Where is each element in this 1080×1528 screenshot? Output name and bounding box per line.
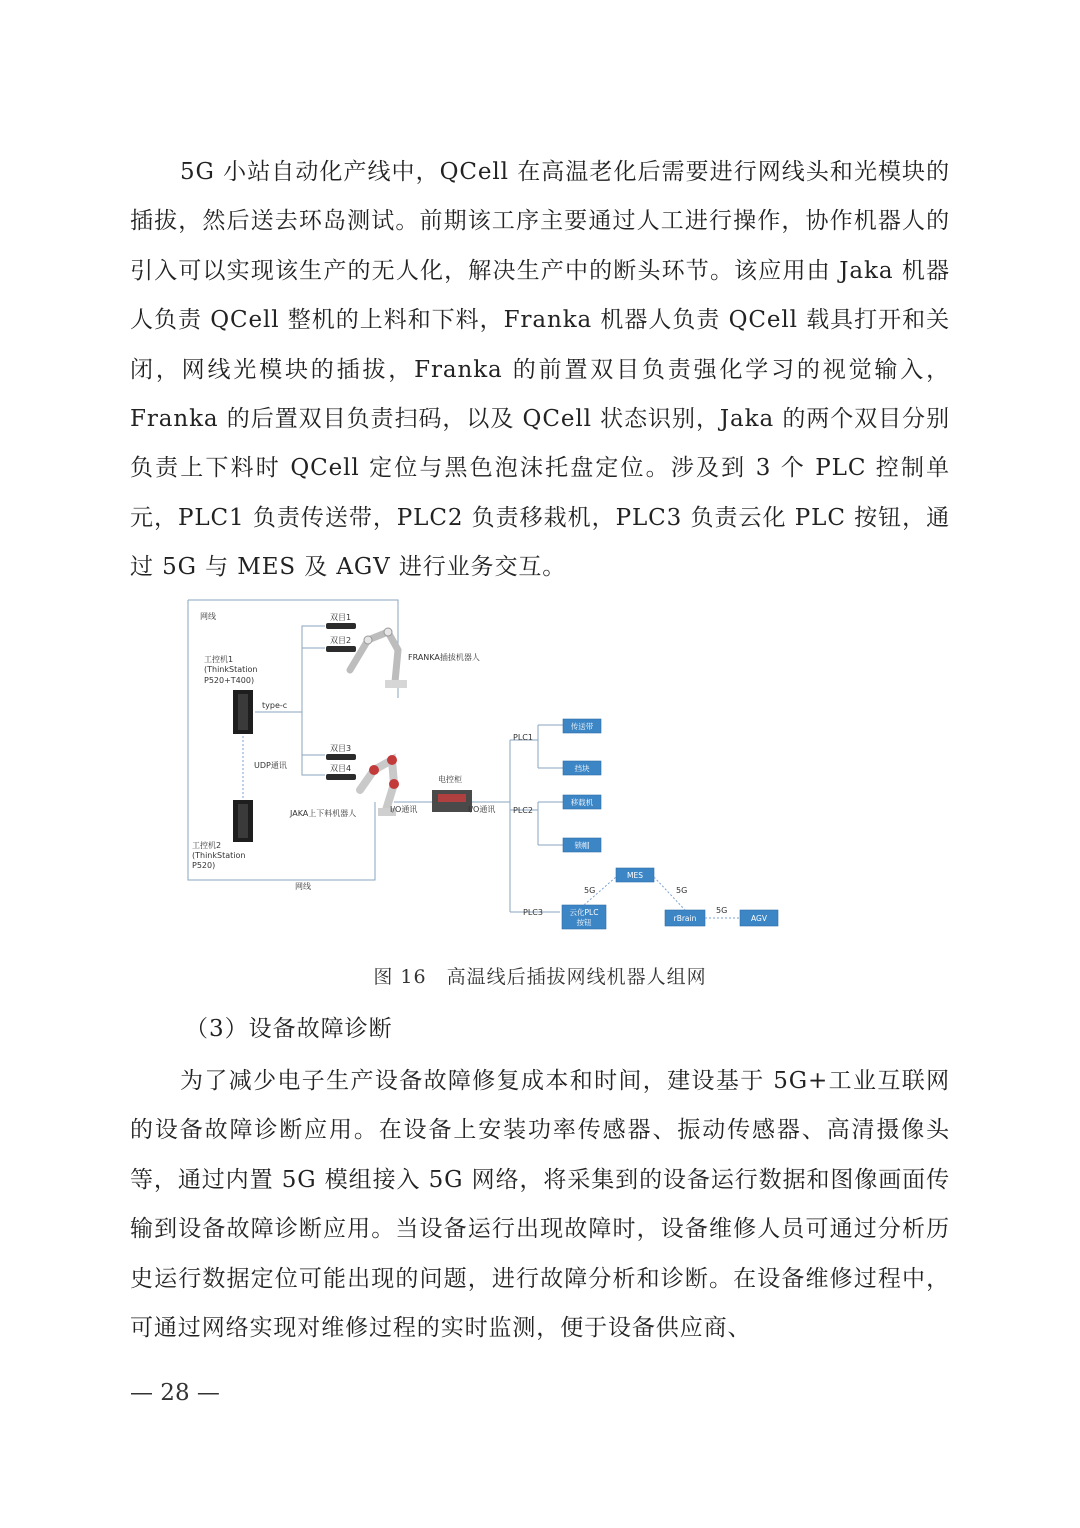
cloud-plc-label-a: 云化PLC — [569, 908, 599, 917]
network-diagram — [180, 590, 780, 945]
typec-line-bottom — [302, 712, 325, 755]
pc2-tower-icon — [233, 800, 253, 842]
camera-4-label: 双目4 — [330, 764, 352, 773]
pc1-tower-icon — [233, 690, 253, 734]
camera-3-label: 双目3 — [330, 744, 352, 753]
plc1-label: PLC1 — [513, 733, 533, 742]
typec-line-top — [255, 626, 325, 712]
camera-1-icon — [326, 623, 356, 629]
plc2-label: PLC2 — [513, 806, 533, 815]
conveyor-label: 传送带 — [570, 722, 594, 731]
jaka-robot-label: JAKA上下料机器人 — [290, 809, 357, 818]
pc2-name: 工控机2 — [192, 841, 222, 850]
camera-1-label: 双目1 — [330, 613, 352, 622]
transfer-label: 移载机 — [570, 798, 594, 807]
page-number: — 28 — — [130, 1380, 220, 1406]
5g-label-a: 5G — [584, 886, 596, 895]
pc1-model-a: (ThinkStation — [204, 665, 258, 674]
figure-caption: 图 16 高温线后插拔网线机器人组网 — [373, 966, 707, 988]
cloud-plc-label-b: 按钮 — [576, 918, 592, 927]
5g-label-c: 5G — [716, 906, 728, 915]
control-cabinet-label: 电控柜 — [438, 775, 462, 784]
camera-2-label: 双目2 — [330, 636, 352, 645]
5g-label-b: 5G — [676, 886, 688, 895]
camera-4-icon — [326, 774, 356, 780]
stopper-label: 挡块 — [574, 764, 590, 773]
pc1-name: 工控机1 — [204, 655, 234, 664]
pc2-model-a: (ThinkStation — [192, 851, 246, 860]
network-label-bottom: 网线 — [295, 882, 311, 891]
network-label-top: 网线 — [200, 612, 216, 621]
body-paragraph-2: 为了减少电子生产设备故障修复成本和时间，建设基于 5G+工业互联网的设备故障诊断应用。在设备上安装功率传感器、振动传感器、高清摄像头等，通过内置 5G 模组接入 5G 网络，将采集到的设备运行数据和图像画面传输到设备故障诊断应用。当设备运行出现故障时，设备维修人员可通过分析历史运行数据定位可能出现的问题，进行故障分析和诊断。在设备维修过程中，可通过网络实现对维修过程的实时监测，便于设备供应商、 — [130, 1068, 950, 1342]
pc2-model-b: P520) — [192, 861, 216, 870]
section-heading: （3）设备故障诊断 — [185, 1016, 393, 1042]
mes-label: MES — [627, 871, 643, 880]
control-cabinet-icon — [432, 790, 472, 812]
pc1-model-b: P520+T400) — [204, 676, 255, 685]
udp-label: UDP通讯 — [254, 761, 287, 770]
body-paragraph-1: 5G 小站自动化产线中，QCell 在高温老化后需要进行网线头和光模块的插拔，然后送去环岛测试。前期该工序主要通过人工进行操作，协作机器人的引入可以实现该生产的无人化，解决生产中的断头环节。该应用由 Jaka 机器人负责 QCell 整机的上料和下料，Franka 机器人负责 QCell 载具打开和关闭，网线光模块的插拔，Franka 的前置双目负责强化学习的视觉输入，Franka 的后置双目负责扫码，以及 QCell 状态识别，Jaka 的两个双目分别负责上下料时 QCell 定位与黑色泡沫托盘定位。涉及到 3 个 PLC 控制单元，PLC1 负责传送带，PLC2 负责移栽机，PLC3 负责云化 PLC 按钮，通过 5G 与 MES 及 AGV 进行业务交互。 — [130, 159, 950, 581]
io-label-right: I/O通讯 — [468, 805, 496, 814]
rbrain-label: rBrain — [673, 914, 697, 923]
plc3-label: PLC3 — [523, 908, 543, 917]
typec-label: type-c — [262, 701, 288, 710]
lock-label: 锁帽 — [574, 841, 590, 850]
camera-2-icon — [326, 646, 356, 652]
agv-label: AGV — [751, 914, 767, 923]
io-label-left: I/O通讯 — [390, 805, 418, 814]
franka-robot-label: FRANKA插拔机器人 — [408, 653, 480, 662]
camera-3-icon — [326, 754, 356, 760]
